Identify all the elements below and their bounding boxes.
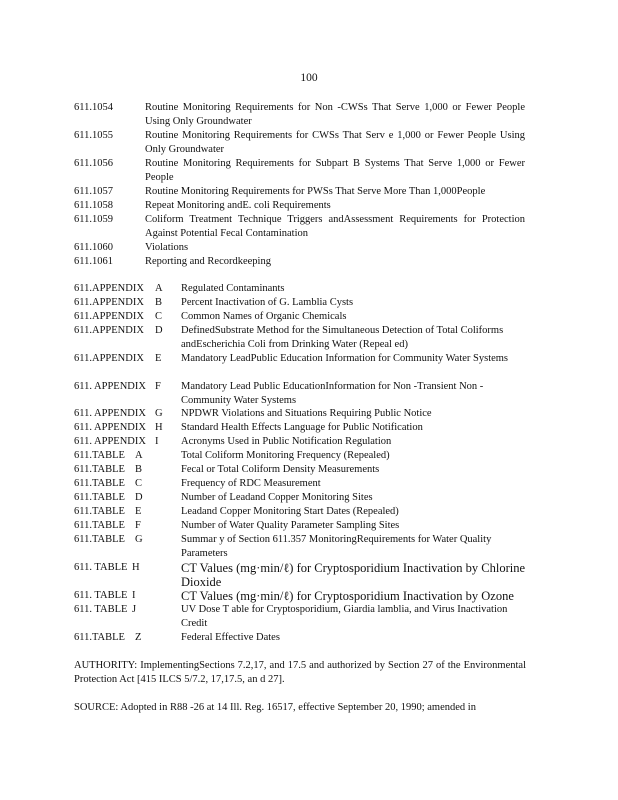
- section-number: 611.1056: [74, 158, 113, 169]
- section-title: Repeat Monitoring andE. coli Requirements: [145, 200, 331, 211]
- table-label: 611. TABLE: [74, 590, 128, 601]
- section-number: 611.1060: [74, 242, 113, 253]
- appendix-label: 611.APPENDIX: [74, 353, 144, 364]
- appendix-title: Standard Health Effects Language for Public Notification: [181, 422, 423, 433]
- authority-paragraph: AUTHORITY: ImplementingSections 7.2,17, and 17.5 and authorized by Section 27 of the Environmental Protection Act [415 ILCS 5/7.2, 17,17.5, an d 27].: [74, 660, 526, 685]
- table-label: 611.TABLE: [74, 464, 125, 475]
- section-title: Routine Monitoring Requirements for Non -CWSs That Serve 1,000 or Fewer People Using Only Groundwater: [145, 102, 525, 127]
- table-title: CT Values (mg·min/ℓ) for Cryptosporidium Inactivation by Ozone: [181, 589, 514, 603]
- section-title: Routine Monitoring Requirements for Subpart B Systems That Serve 1,000 or Fewer People: [145, 158, 525, 183]
- source-paragraph: SOURCE: Adopted in R88 -26 at 14 Ill. Reg. 16517, effective September 20, 1990; amended in: [74, 702, 476, 713]
- page-number: 100: [300, 72, 318, 84]
- appendix-label: 611. APPENDIX: [74, 381, 146, 392]
- appendix-title: NPDWR Violations and Situations Requiring Public Notice: [181, 408, 432, 419]
- section-number: 611.1054: [74, 102, 113, 113]
- table-label: 611.TABLE: [74, 506, 125, 517]
- table-title: Fecal or Total Coliform Density Measurements: [181, 464, 380, 475]
- appendix-letter: C: [155, 311, 163, 322]
- appendix-letter: F: [155, 381, 161, 392]
- appendix-letter: B: [155, 297, 163, 308]
- table-label: 611.TABLE: [74, 520, 125, 531]
- section-number: 611.1058: [74, 200, 113, 211]
- table-title: CT Values (mg·min/ℓ) for Cryptosporidium Inactivation by Chlorine Dioxide: [181, 561, 526, 589]
- section-number: 611.1055: [74, 130, 113, 141]
- table-title: Summar y of Section 611.357 MonitoringRequirements for Water Quality Parameters: [181, 534, 492, 559]
- table-label: 611.TABLE: [74, 492, 125, 503]
- section-title: Routine Monitoring Requirements for CWSs That Serv e 1,000 or Fewer People Using Only Groundwater: [145, 130, 525, 155]
- table-letter: I: [132, 590, 136, 601]
- table-letter: H: [132, 562, 140, 573]
- table-letter: G: [135, 534, 143, 545]
- table-letter: F: [135, 520, 141, 531]
- appendix-letter: E: [155, 353, 162, 364]
- appendix-title: Regulated Contaminants: [181, 283, 285, 294]
- appendix-letter: H: [155, 422, 163, 433]
- appendix-letter: A: [155, 283, 163, 294]
- appendix-label: 611. APPENDIX: [74, 436, 146, 447]
- table-letter: C: [135, 478, 143, 489]
- appendix-label: 611.APPENDIX: [74, 311, 144, 322]
- appendix-title: Mandatory Lead Public EducationInformation for Non -Transient Non - Community Water Systems: [181, 381, 484, 406]
- appendix-label: 611.APPENDIX: [74, 325, 144, 336]
- table-title: Leadand Copper Monitoring Start Dates (Repealed): [181, 506, 399, 517]
- table-letter: D: [135, 492, 143, 503]
- appendix-label: 611.APPENDIX: [74, 283, 144, 294]
- appendix-label: 611. APPENDIX: [74, 422, 146, 433]
- appendix-title: Common Names of Organic Chemicals: [181, 311, 347, 322]
- table-letter: Z: [135, 632, 142, 643]
- table-letter: B: [135, 464, 143, 475]
- table-label: 611. TABLE: [74, 604, 128, 615]
- table-label: 611.TABLE: [74, 632, 125, 643]
- table-title: UV Dose T able for Cryptosporidium, Giardia lamblia, and Virus Inactivation Credit: [181, 604, 508, 629]
- table-title: Number of Leadand Copper Monitoring Sites: [181, 492, 373, 503]
- table-label: 611.TABLE: [74, 450, 125, 461]
- section-title: Coliform Treatment Technique Triggers andAssessment Requirements for Protection Against Potential Fecal Contamination: [145, 214, 525, 239]
- table-letter: A: [135, 450, 143, 461]
- appendix-title: Mandatory LeadPublic Education Information for Community Water Systems: [181, 353, 509, 364]
- table-title: Number of Water Quality Parameter Sampling Sites: [181, 520, 400, 531]
- table-title: Frequency of RDC Measurement: [181, 478, 321, 489]
- appendix-letter: G: [155, 408, 163, 419]
- section-number: 611.1059: [74, 214, 113, 225]
- appendix-letter: I: [155, 436, 159, 447]
- section-title: Reporting and Recordkeeping: [145, 256, 271, 267]
- table-title: Total Coliform Monitoring Frequency (Repealed): [181, 450, 390, 461]
- section-title: Routine Monitoring Requirements for PWSs That Serve More Than 1,000People: [145, 186, 486, 197]
- table-letter: E: [135, 506, 142, 517]
- appendix-title: Percent Inactivation of G. Lamblia Cysts: [181, 297, 354, 308]
- section-number: 611.1061: [74, 256, 113, 267]
- table-label: 611.TABLE: [74, 534, 125, 545]
- appendix-title: Acronyms Used in Public Notification Regulation: [181, 436, 392, 447]
- appendix-label: 611. APPENDIX: [74, 408, 146, 419]
- table-label: 611.TABLE: [74, 478, 125, 489]
- section-number: 611.1057: [74, 186, 113, 197]
- appendix-title: DefinedSubstrate Method for the Simultaneous Detection of Total Coliforms andEscherichia Coli from Drinking Water (Repeal ed): [181, 325, 504, 350]
- table-letter: J: [132, 604, 137, 615]
- table-label: 611. TABLE: [74, 562, 128, 573]
- appendix-letter: D: [155, 325, 163, 336]
- table-title: Federal Effective Dates: [181, 632, 280, 643]
- section-title: Violations: [145, 242, 189, 253]
- appendix-label: 611.APPENDIX: [74, 297, 144, 308]
